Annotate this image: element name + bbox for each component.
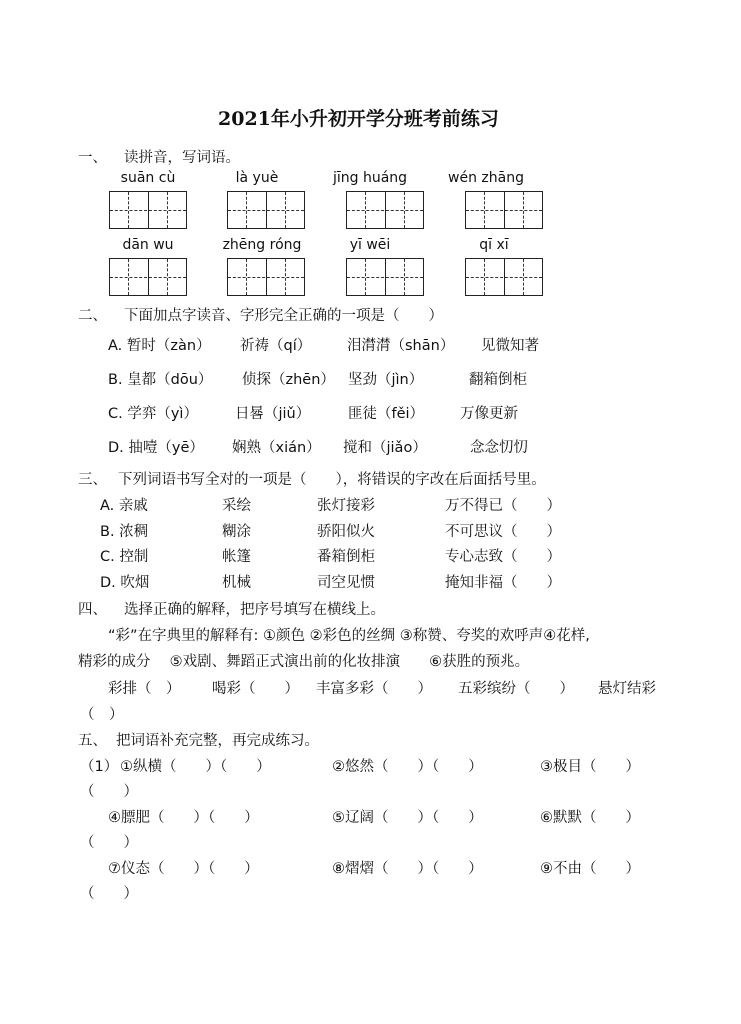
tianzige-box[interactable] <box>346 258 424 296</box>
q5-item-9-blank[interactable]: （ ） <box>80 886 138 902</box>
q2-option-b-3: 坚劲（jìn） <box>348 372 424 388</box>
q3-option-d-4: 掩知非福（ ） <box>445 575 561 591</box>
q3-option-d-3: 司空见惯 <box>317 575 375 591</box>
q3-option-b-2: 糊涂 <box>222 524 251 540</box>
q3-option-b-3: 骄阳似火 <box>317 524 375 540</box>
q1-prompt: 读拼音，写词语。 <box>124 150 240 166</box>
q2-prompt: 下面加点字读音、字形完全正确的一项是（ ） <box>124 308 443 324</box>
q5-item-6-blank[interactable]: （ ） <box>80 835 138 851</box>
q4-item-5: 悬灯结彩 <box>598 681 656 697</box>
q5-prompt: 把词语补充完整，再完成练习。 <box>116 733 319 749</box>
q2-option-b-4: 翻箱倒柜 <box>469 372 527 388</box>
pinyin-label: qī xī <box>479 237 509 253</box>
q5-item-2: ②悠然（ ）（ ） <box>332 759 483 775</box>
q3-option-b-1: B. 浓稠 <box>100 524 149 540</box>
q4-item-5-blank[interactable]: （ ） <box>80 707 124 723</box>
q5-item-5: ⑤辽阔（ ）（ ） <box>332 810 483 826</box>
tianzige-box[interactable] <box>465 258 543 296</box>
q4-item-1: 彩排（ ） <box>108 681 181 697</box>
q3-option-a-2: 采绘 <box>222 498 251 514</box>
q3-option-a-4: 万不得已（ ） <box>445 498 561 514</box>
q2-option-c-1: C. 学弈（yì） <box>108 406 198 422</box>
q2-option-d-4: 念念忉忉 <box>470 440 528 456</box>
tianzige-box[interactable] <box>465 191 543 229</box>
q5-item-1: ①纵横（ ）（ ） <box>120 759 271 775</box>
q1-number: 一、 <box>78 150 107 166</box>
q5-item-8: ⑧熠熠（ ）（ ） <box>332 861 483 877</box>
q2-option-a-3: 泪潸潸（shān） <box>347 338 455 354</box>
q3-option-a-3: 张灯接彩 <box>317 498 375 514</box>
page-title: 2021年小升初开学分班考前练习 <box>218 108 499 130</box>
q2-option-d-2: 娴熟（xián） <box>232 440 321 456</box>
pinyin-label: wén zhāng <box>448 170 524 186</box>
q4-paragraph-line2: 精彩的成分 ⑤戏剧、舞蹈正式演出前的化妆排演 ⑥获胜的预兆。 <box>78 654 530 670</box>
q2-option-d-3: 搅和（jiǎo） <box>343 440 427 456</box>
q5-item-7: ⑦仪态（ ）（ ） <box>108 861 259 877</box>
q3-number: 三、 <box>78 472 107 488</box>
q2-option-a-2: 祈祷（qí） <box>240 338 312 354</box>
q5-item-4: ④膘肥（ ）（ ） <box>108 810 259 826</box>
q3-option-c-4: 专心志致（ ） <box>445 549 561 565</box>
pinyin-label: yī wēi <box>349 237 391 253</box>
q4-paragraph-line1: “彩”在字典里的解释有: ①颜色 ②彩色的丝绸 ③称赞、夸奖的欢呼声④花样, <box>108 628 590 644</box>
q4-item-4: 五彩缤纷（ ） <box>458 681 574 697</box>
pinyin-label: dān wu <box>122 237 174 253</box>
q2-option-a-4: 见微知著 <box>481 338 539 354</box>
q3-prompt: 下列词语书写全对的一项是（ ），将错误的字改在后面括号里。 <box>118 472 546 488</box>
q4-number: 四、 <box>78 602 107 618</box>
q3-option-a-1: A. 亲戚 <box>100 498 148 514</box>
q4-prompt: 选择正确的解释，把序号填写在横线上。 <box>124 602 385 618</box>
q2-option-c-4: 万像更新 <box>460 406 518 422</box>
pinyin-label: jīng huáng <box>332 170 408 186</box>
q3-option-c-3: 番箱倒柜 <box>317 549 375 565</box>
q2-option-b-2: 侦探（zhēn） <box>242 372 335 388</box>
tianzige-box[interactable] <box>227 191 305 229</box>
q2-option-c-2: 日晷（jiǔ） <box>235 406 311 422</box>
tianzige-box[interactable] <box>346 191 424 229</box>
q3-option-c-2: 帐篷 <box>222 549 251 565</box>
pinyin-label: zhēng róng <box>222 237 302 253</box>
q2-option-b-1: B. 皇都（dōu） <box>108 372 213 388</box>
pinyin-label: là yuè <box>235 170 279 186</box>
q4-item-3: 丰富多彩（ ） <box>316 681 432 697</box>
q5-sub-label: （1） <box>80 759 119 775</box>
q5-item-9: ⑨不由（ ） <box>540 861 640 877</box>
tianzige-box[interactable] <box>109 258 187 296</box>
q2-option-c-3: 匪徒（fěi） <box>348 406 425 422</box>
q2-option-d-1: D. 抽噎（yē） <box>108 440 204 456</box>
q5-item-3-blank[interactable]: （ ） <box>80 784 138 800</box>
q4-item-2: 喝彩（ ） <box>212 681 299 697</box>
q2-option-a-1: A. 暂时（zàn） <box>108 338 211 354</box>
q3-option-c-1: C. 控制 <box>100 549 149 565</box>
q5-item-3: ③极目（ ） <box>540 759 640 775</box>
q3-option-b-4: 不可思议（ ） <box>445 524 561 540</box>
tianzige-box[interactable] <box>109 191 187 229</box>
q5-item-6: ⑥默默（ ） <box>540 810 640 826</box>
tianzige-box[interactable] <box>227 258 305 296</box>
q3-option-d-2: 机械 <box>222 575 251 591</box>
pinyin-label: suān cù <box>120 170 176 186</box>
q5-number: 五、 <box>78 733 107 749</box>
q2-number: 二、 <box>78 308 107 324</box>
q3-option-d-1: D. 吹烟 <box>100 575 150 591</box>
